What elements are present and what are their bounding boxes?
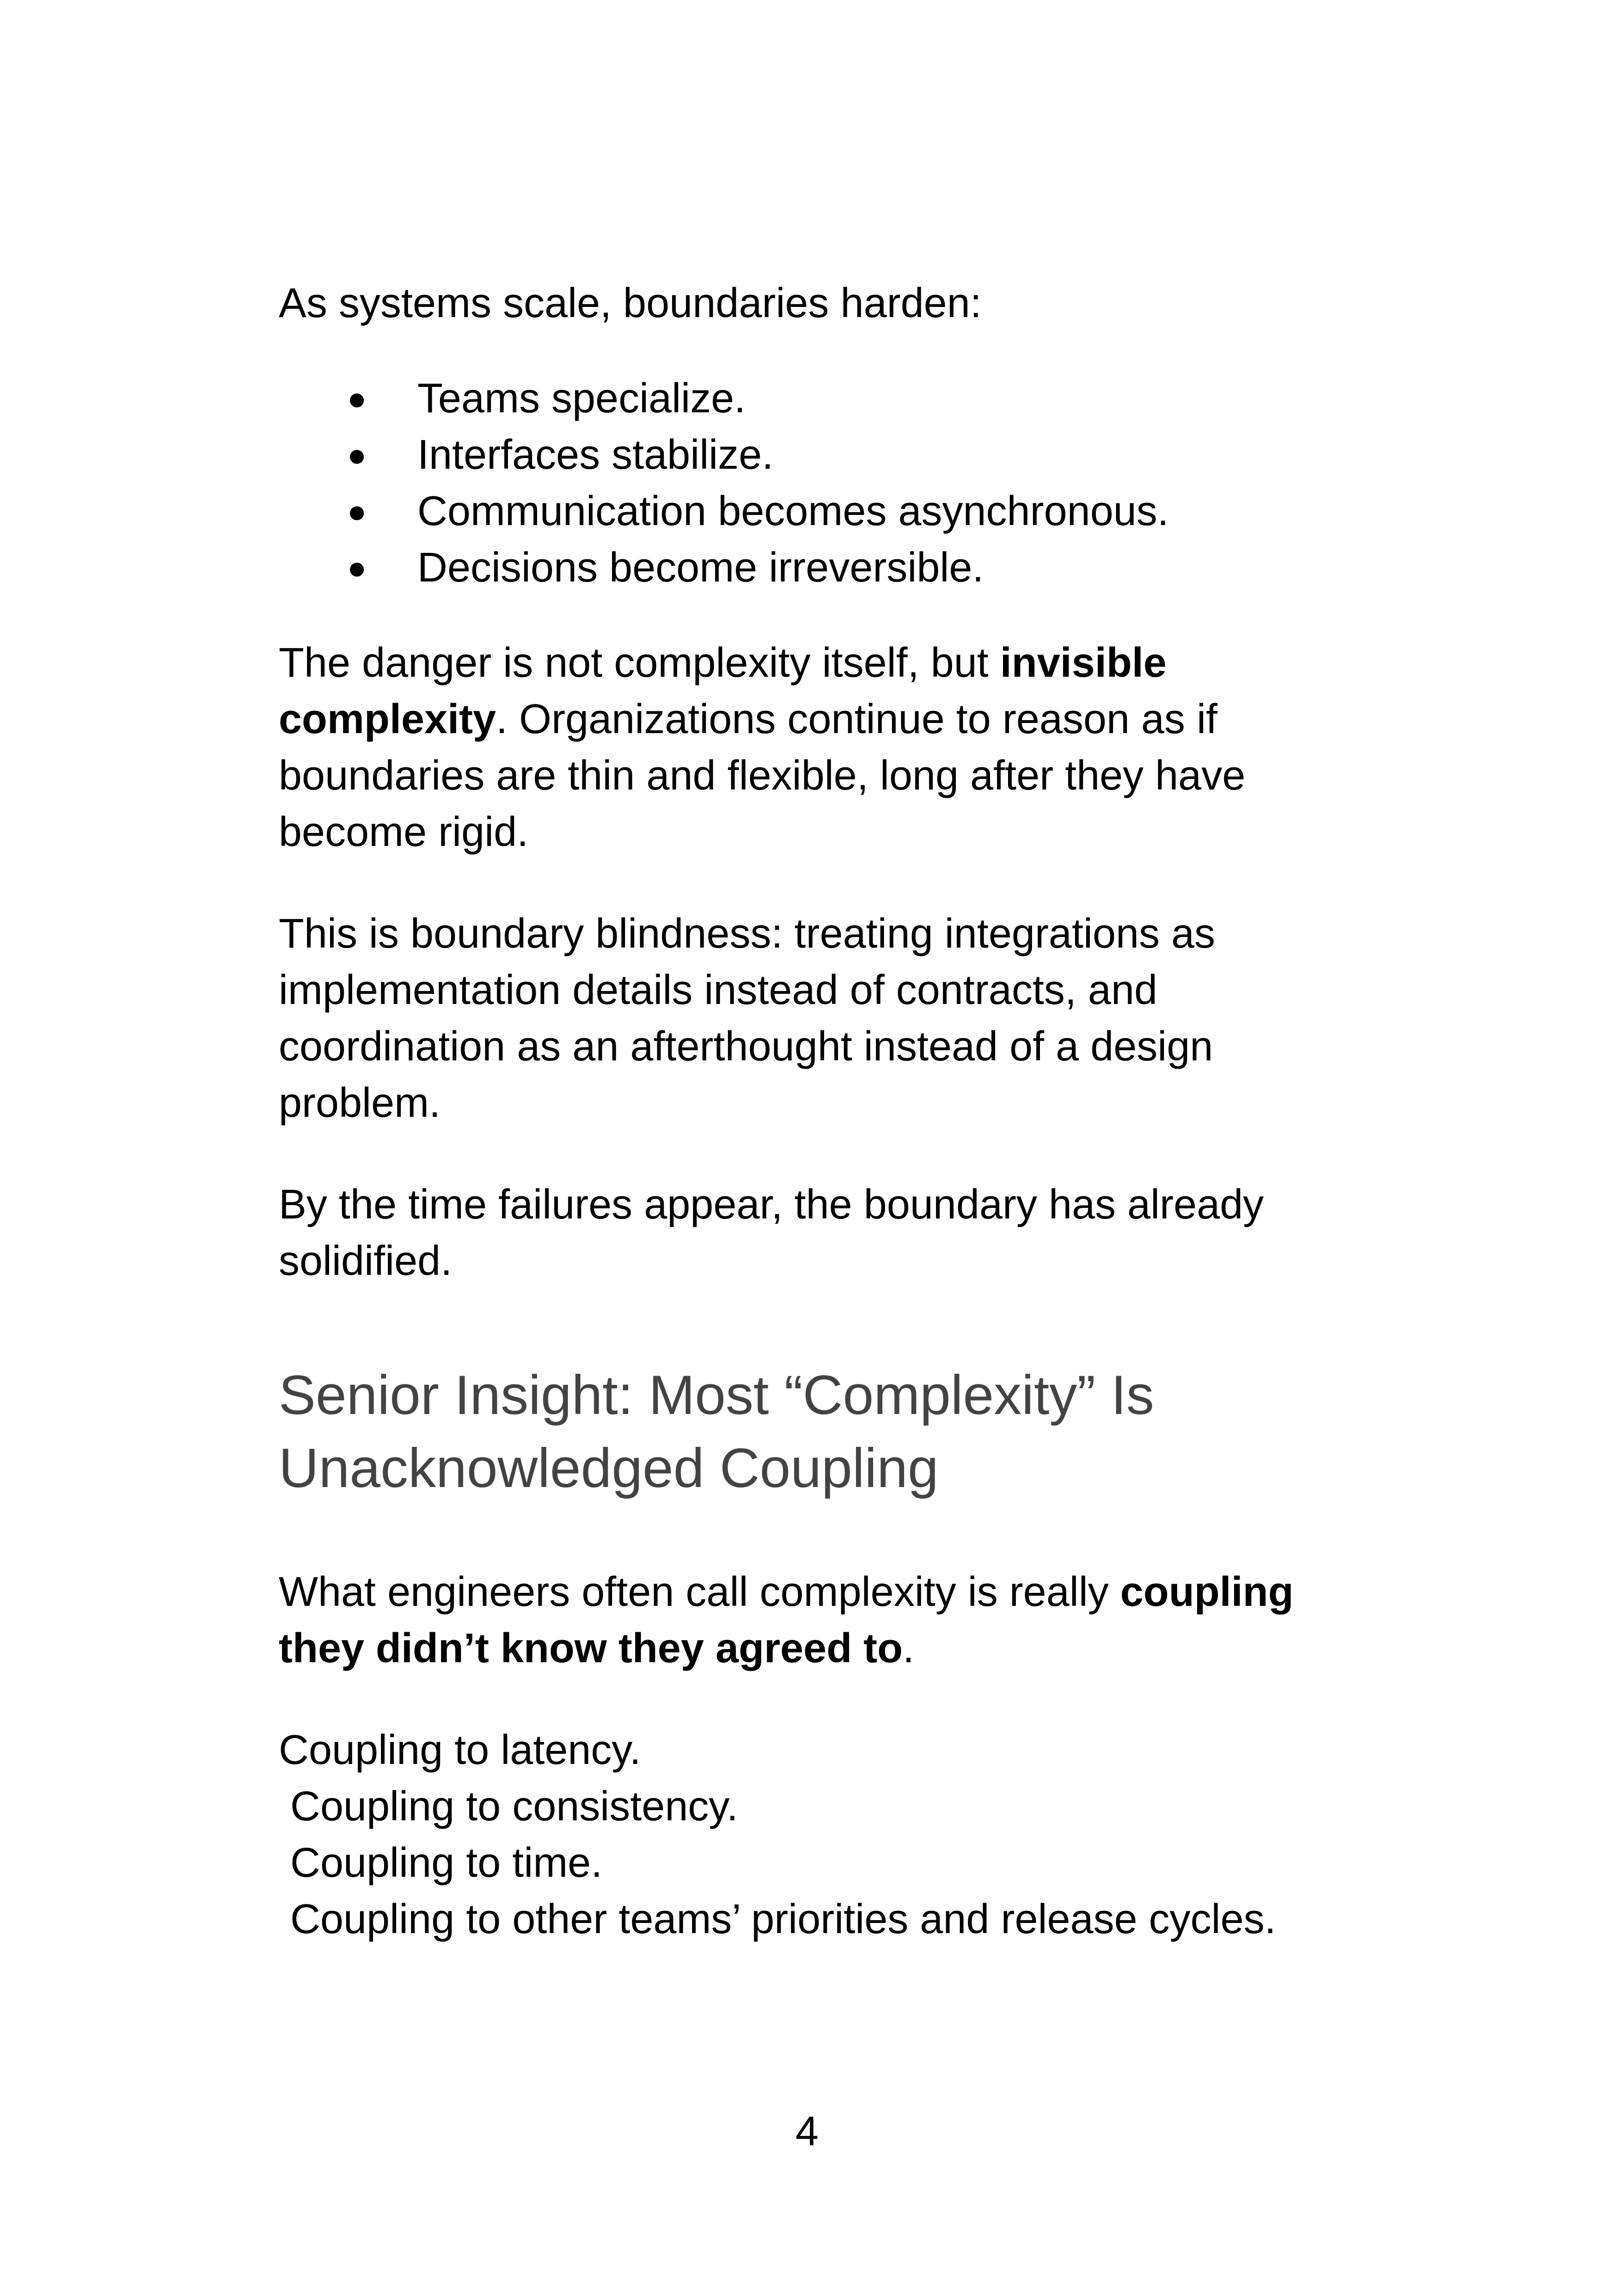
bullet-icon: ● — [347, 437, 367, 473]
bullet-text: Communication becomes asynchronous. — [417, 488, 1169, 534]
bullet-list — [279, 370, 1365, 596]
coupling-list — [279, 1722, 1365, 1947]
insight-paragraph — [279, 1564, 1365, 1677]
danger-text-end: . Organizations continue to reason as if boundaries are thin and flexible, long after they have become rigid. — [279, 696, 1246, 855]
coupling-line: Coupling to consistency. — [290, 1783, 738, 1830]
page-content — [279, 275, 1365, 1947]
boundary-blindness-paragraph: This is boundary blindness: treating integrations as implementation details instead of contracts, and coordination as an afterthought instead of a design problem. — [279, 911, 1216, 1126]
page-number: 4 — [795, 2108, 819, 2155]
bullet-text: Interfaces stabilize. — [417, 432, 774, 478]
danger-emphasis: invisible complexity — [279, 640, 1167, 742]
coupling-line: Coupling to latency. — [279, 1727, 641, 1773]
bullet-item — [279, 427, 1365, 483]
coupling-line: Coupling to time. — [290, 1840, 603, 1886]
failures-paragraph: By the time failures appear, the boundary has already solidified. — [279, 1182, 1264, 1284]
section-heading: Senior Insight: Most “Complexity” Is Unacknowledged Coupling — [279, 1364, 1154, 1499]
intro-paragraph: As systems scale, boundaries harden: — [279, 280, 982, 326]
danger-text-start: The danger is not complexity itself, but — [279, 640, 1000, 686]
bullet-icon: ● — [347, 493, 367, 529]
insight-text-end: . — [903, 1625, 915, 1671]
bullet-text: Teams specialize. — [417, 375, 746, 422]
coupling-line: Coupling to other teams’ priorities and release cycles. — [290, 1896, 1276, 1942]
bullet-item — [279, 483, 1365, 539]
insight-emphasis: coupling they didn’t know they agreed to — [279, 1569, 1294, 1671]
bullet-icon: ● — [347, 380, 367, 416]
bullet-icon: ● — [347, 550, 367, 586]
bullet-item — [279, 370, 1365, 427]
insight-text-start: What engineers often call complexity is really — [279, 1569, 1120, 1615]
bullet-item — [279, 539, 1365, 596]
bullet-text: Decisions become irreversible. — [417, 545, 984, 591]
danger-paragraph — [279, 635, 1365, 860]
